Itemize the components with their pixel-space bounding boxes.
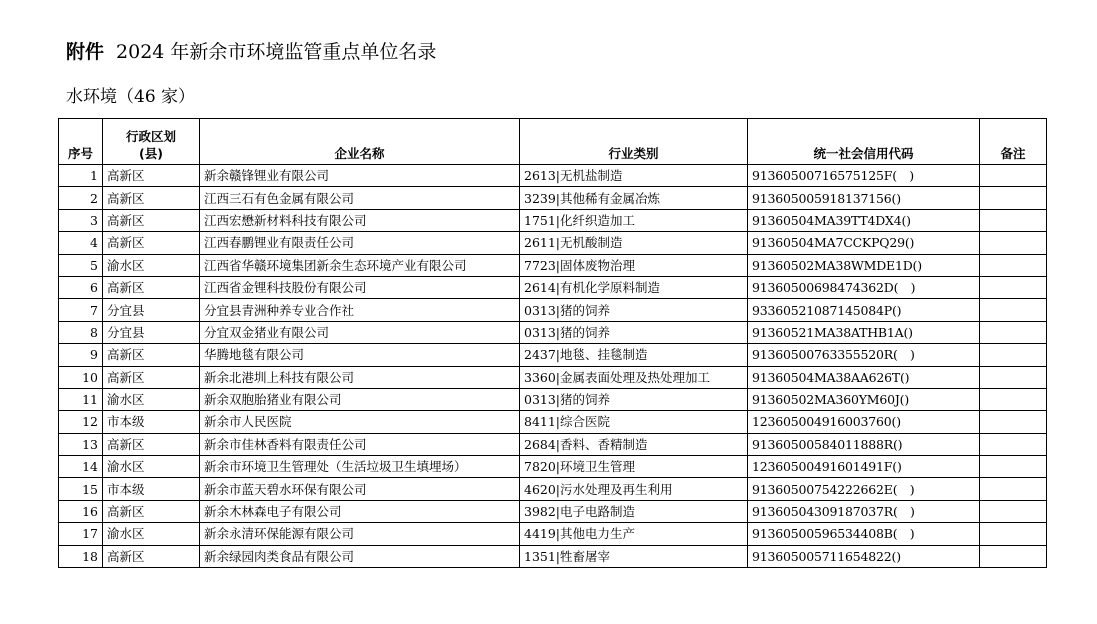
company-name-cell: 江西省金锂科技股份有限公司	[200, 276, 520, 298]
header-district-line1: 行政区划	[125, 129, 176, 144]
credit-code-cell: 93360521087145084P()	[748, 299, 980, 321]
district-cell: 高新区	[103, 545, 200, 567]
document-title	[66, 40, 436, 64]
company-name-cell: 华腾地毯有限公司	[200, 344, 520, 366]
district-cell: 渝水区	[103, 523, 200, 545]
serial-no-cell: 6	[59, 276, 103, 298]
district-cell: 渝水区	[103, 456, 200, 478]
serial-no-cell: 4	[59, 232, 103, 254]
credit-code-cell: 91360521MA38ATHB1A()	[748, 321, 980, 343]
remarks-cell	[980, 545, 1047, 567]
remarks-cell	[980, 411, 1047, 433]
remarks-cell	[980, 344, 1047, 366]
district-cell: 高新区	[103, 276, 200, 298]
credit-code-cell: 12360500491601491F()	[748, 456, 980, 478]
remarks-cell	[980, 500, 1047, 522]
remarks-cell	[980, 523, 1047, 545]
remarks-cell	[980, 456, 1047, 478]
district-cell: 高新区	[103, 500, 200, 522]
serial-no-cell: 15	[59, 478, 103, 500]
serial-no-cell: 2	[59, 187, 103, 209]
remarks-cell	[980, 276, 1047, 298]
company-name-cell: 新余绿园肉类食品有限公司	[200, 545, 520, 567]
industry-cell: 1351|牲畜屠宰	[520, 545, 748, 567]
credit-code-cell: 91360502MA360YM60J()	[748, 388, 980, 410]
industry-cell: 0313|猪的饲养	[520, 321, 748, 343]
district-cell: 市本级	[103, 411, 200, 433]
district-cell: 高新区	[103, 209, 200, 231]
serial-no-cell: 10	[59, 366, 103, 388]
remarks-cell	[980, 366, 1047, 388]
serial-no-cell: 8	[59, 321, 103, 343]
industry-cell: 2437|地毯、挂毯制造	[520, 344, 748, 366]
header-remarks: 备注	[980, 119, 1047, 165]
table-row	[59, 344, 1047, 366]
header-credit-code: 统一社会信用代码	[748, 119, 980, 165]
remarks-cell	[980, 388, 1047, 410]
district-cell: 分宜县	[103, 299, 200, 321]
table-row	[59, 209, 1047, 231]
serial-no-cell: 3	[59, 209, 103, 231]
credit-code-cell: 91360504MA39TT4DX4()	[748, 209, 980, 231]
district-cell: 渝水区	[103, 254, 200, 276]
table-row	[59, 478, 1047, 500]
table-row	[59, 232, 1047, 254]
industry-cell: 2611|无机酸制造	[520, 232, 748, 254]
credit-code-cell: 91360500596534408B( )	[748, 523, 980, 545]
table-row	[59, 523, 1047, 545]
remarks-cell	[980, 254, 1047, 276]
remarks-cell	[980, 209, 1047, 231]
industry-cell: 8411|综合医院	[520, 411, 748, 433]
key-units-table	[58, 118, 1047, 568]
company-name-cell: 新余市环境卫生管理处（生活垃圾卫生填埋场）	[200, 456, 520, 478]
table-row	[59, 388, 1047, 410]
table-row	[59, 545, 1047, 567]
credit-code-cell: 91360504309187037R( )	[748, 500, 980, 522]
company-name-cell: 新余市蓝天碧水环保有限公司	[200, 478, 520, 500]
credit-code-cell: 91360504MA38AA626T()	[748, 366, 980, 388]
table-row	[59, 433, 1047, 455]
credit-code-cell: 91360500716575125F( )	[748, 165, 980, 187]
remarks-cell	[980, 321, 1047, 343]
table-body	[59, 165, 1047, 568]
table-row	[59, 165, 1047, 187]
company-name-cell: 新余永清环保能源有限公司	[200, 523, 520, 545]
table-row	[59, 366, 1047, 388]
industry-cell: 4620|污水处理及再生利用	[520, 478, 748, 500]
district-cell: 渝水区	[103, 388, 200, 410]
industry-cell: 7723|固体废物治理	[520, 254, 748, 276]
company-name-cell: 新余木林森电子有限公司	[200, 500, 520, 522]
credit-code-cell: 913605005918137156()	[748, 187, 980, 209]
table-row	[59, 254, 1047, 276]
remarks-cell	[980, 187, 1047, 209]
serial-no-cell: 18	[59, 545, 103, 567]
serial-no-cell: 16	[59, 500, 103, 522]
header-industry: 行业类别	[520, 119, 748, 165]
company-name-cell: 江西宏懋新材料科技有限公司	[200, 209, 520, 231]
company-name-cell: 新余市佳林香料有限责任公司	[200, 433, 520, 455]
district-cell: 高新区	[103, 165, 200, 187]
header-serial-no: 序号	[59, 119, 103, 165]
directory-title: 2024 年新余市环境监管重点单位名录	[116, 41, 437, 63]
district-cell: 高新区	[103, 366, 200, 388]
serial-no-cell: 5	[59, 254, 103, 276]
company-name-cell: 新余北港圳上科技有限公司	[200, 366, 520, 388]
industry-cell: 2613|无机盐制造	[520, 165, 748, 187]
company-name-cell: 新余双胞胎猪业有限公司	[200, 388, 520, 410]
remarks-cell	[980, 299, 1047, 321]
industry-cell: 0313|猪的饲养	[520, 388, 748, 410]
company-name-cell: 新余赣锋锂业有限公司	[200, 165, 520, 187]
company-name-cell: 分宜双金猪业有限公司	[200, 321, 520, 343]
serial-no-cell: 17	[59, 523, 103, 545]
industry-cell: 4419|其他电力生产	[520, 523, 748, 545]
header-company-name: 企业名称	[200, 119, 520, 165]
company-name-cell: 江西省华赣环境集团新余生态环境产业有限公司	[200, 254, 520, 276]
industry-cell: 3239|其他稀有金属冶炼	[520, 187, 748, 209]
table-row	[59, 276, 1047, 298]
district-cell: 高新区	[103, 187, 200, 209]
industry-cell: 1751|化纤织造加工	[520, 209, 748, 231]
industry-cell: 0313|猪的饲养	[520, 299, 748, 321]
remarks-cell	[980, 232, 1047, 254]
credit-code-cell: 91360502MA38WMDE1D()	[748, 254, 980, 276]
credit-code-cell: 123605004916003760()	[748, 411, 980, 433]
serial-no-cell: 1	[59, 165, 103, 187]
industry-cell: 2614|有机化学原料制造	[520, 276, 748, 298]
serial-no-cell: 13	[59, 433, 103, 455]
credit-code-cell: 913605005711654822()	[748, 545, 980, 567]
serial-no-cell: 7	[59, 299, 103, 321]
table-header-row	[59, 119, 1047, 165]
company-name-cell: 新余市人民医院	[200, 411, 520, 433]
credit-code-cell: 91360504MA7CCKPQ29()	[748, 232, 980, 254]
table-row	[59, 187, 1047, 209]
attachment-label: 附件	[66, 41, 105, 63]
header-district-line2: (县)	[139, 146, 163, 161]
company-name-cell: 分宜县青洲种养专业合作社	[200, 299, 520, 321]
header-district	[103, 119, 200, 165]
table-row	[59, 500, 1047, 522]
remarks-cell	[980, 165, 1047, 187]
industry-cell: 3982|电子电路制造	[520, 500, 748, 522]
remarks-cell	[980, 478, 1047, 500]
industry-cell: 2684|香料、香精制造	[520, 433, 748, 455]
credit-code-cell: 91360500584011888R()	[748, 433, 980, 455]
company-name-cell: 江西春鹏锂业有限责任公司	[200, 232, 520, 254]
credit-code-cell: 91360500754222662E( )	[748, 478, 980, 500]
district-cell: 高新区	[103, 232, 200, 254]
industry-cell: 3360|金属表面处理及热处理加工	[520, 366, 748, 388]
serial-no-cell: 9	[59, 344, 103, 366]
industry-cell: 7820|环境卫生管理	[520, 456, 748, 478]
table-row	[59, 321, 1047, 343]
credit-code-cell: 91360500763355520R( )	[748, 344, 980, 366]
serial-no-cell: 14	[59, 456, 103, 478]
district-cell: 高新区	[103, 433, 200, 455]
table-row	[59, 299, 1047, 321]
credit-code-cell: 91360500698474362D( )	[748, 276, 980, 298]
remarks-cell	[980, 433, 1047, 455]
section-title: 水环境（46 家）	[66, 87, 196, 107]
company-name-cell: 江西三石有色金属有限公司	[200, 187, 520, 209]
district-cell: 市本级	[103, 478, 200, 500]
table-row	[59, 411, 1047, 433]
table-row	[59, 456, 1047, 478]
district-cell: 分宜县	[103, 321, 200, 343]
district-cell: 高新区	[103, 344, 200, 366]
serial-no-cell: 12	[59, 411, 103, 433]
serial-no-cell: 11	[59, 388, 103, 410]
